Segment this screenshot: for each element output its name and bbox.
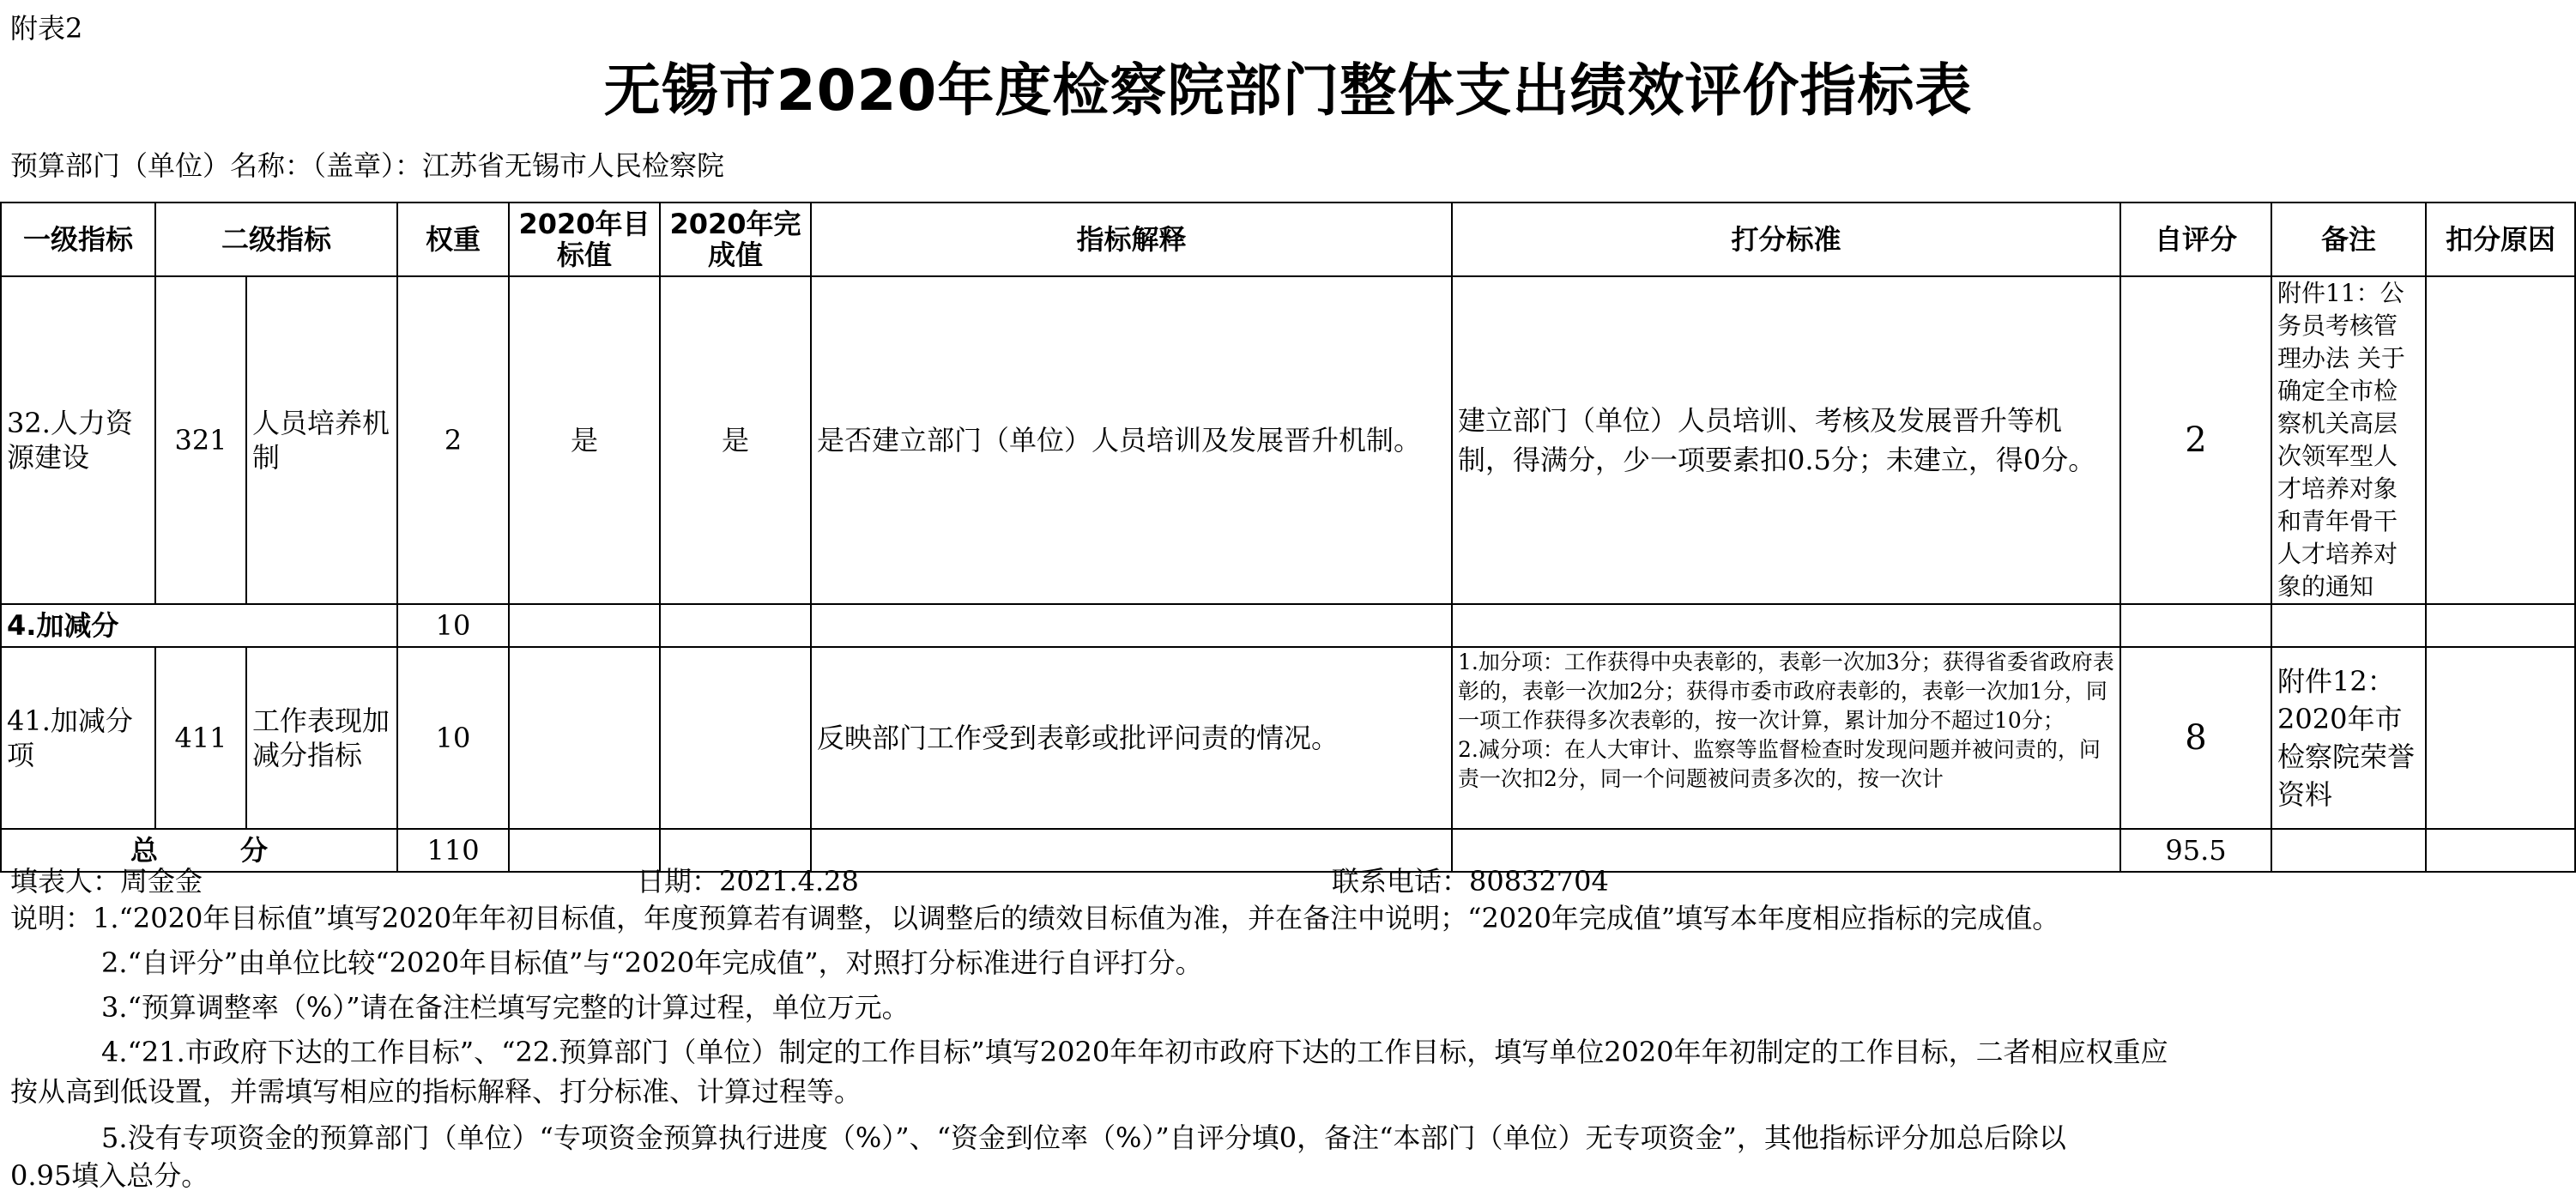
note-3: 3.“预算调整率（%）”请在备注栏填写完整的计算过程，单位万元。	[101, 991, 910, 1024]
row32-remark: 附件11：公务员考核管理办法 关于确定全市检察机关高层次领军型人才培养对象和青年骨干人才培养对象的通知	[2271, 276, 2426, 604]
row4-target	[509, 604, 660, 647]
row32-self-score: 2	[2120, 276, 2271, 604]
header-self-score: 自评分	[2120, 203, 2271, 276]
row32-deduct	[2426, 276, 2575, 604]
row32-explain: 是否建立部门（单位）人员培训及发展晋升机制。	[811, 276, 1452, 604]
row32-level1: 32.人力资源建设	[1, 276, 155, 604]
row41-level1: 41.加减分项	[1, 647, 155, 829]
total-row	[1, 829, 2575, 872]
row32-code: 321	[155, 276, 246, 604]
fill-date: 日期：2021.4.28	[637, 865, 859, 898]
header-level1: 一级指标	[1, 203, 155, 276]
table-row	[1, 276, 2575, 604]
total-self-score: 95.5	[2120, 829, 2271, 872]
indicator-table	[0, 202, 2576, 873]
row41-remark: 附件12：2020年市检察院荣誉资料	[2271, 647, 2426, 829]
row32-complete: 是	[660, 276, 811, 604]
header-weight: 权重	[397, 203, 509, 276]
row41-complete	[660, 647, 811, 829]
total-remark	[2271, 829, 2426, 872]
row41-level2: 工作表现加减分指标	[246, 647, 397, 829]
note-4b: 按从高到低设置，并需填写相应的指标解释、打分标准、计算过程等。	[10, 1075, 862, 1108]
table-row	[1, 647, 2575, 829]
page-title: 无锡市2020年度检察院部门整体支出绩效评价指标表	[603, 57, 1973, 124]
row41-target	[509, 647, 660, 829]
note-5a: 5.没有专项资金的预算部门（单位）“专项资金预算执行进度（%）”、“资金到位率（%）”自评分填0，备注“本部门（单位）无专项资金”，其他指标评分加总后除以	[101, 1121, 2066, 1154]
row41-criteria-minus: 2.减分项：在人大审计、监察等监督检查时发现问题并被问责的，问责一次扣2分，同一个问题被问责多次的，按一次计	[1458, 737, 2101, 791]
row4-weight: 10	[397, 604, 509, 647]
department-line: 预算部门（单位）名称：（盖章）：江苏省无锡市人民检察院	[10, 149, 725, 182]
contact-phone: 联系电话：80832704	[1332, 865, 1609, 898]
row4-complete	[660, 604, 811, 647]
row41-criteria-plus: 1.加分项：工作获得中央表彰的，表彰一次加3分；获得省委省政府表彰的，表彰一次加2分；获得市委市政府表彰的，表彰一次加1分，同一项工作获得多次表彰的，按一次计算，累计加分不超过10分；	[1458, 650, 2114, 733]
header-row	[1, 203, 2575, 276]
filler: 填表人：周金金	[10, 865, 203, 898]
row4-criteria	[1452, 604, 2120, 647]
appendix-label: 附表2	[10, 12, 83, 45]
header-complete: 2020年完成值	[660, 203, 811, 276]
row32-weight: 2	[397, 276, 509, 604]
total-label: 总 分	[1, 829, 397, 872]
header-level2: 二级指标	[155, 203, 397, 276]
note-1: 说明：1.“2020年目标值”填写2020年年初目标值，年度预算若有调整，以调整后的绩效目标值为准，并在备注中说明；“2020年完成值”填写本年度相应指标的完成值。	[10, 902, 2060, 934]
row41-self-score: 8	[2120, 647, 2271, 829]
row32-criteria: 建立部门（单位）人员培训、考核及发展晋升等机制，得满分，少一项要素扣0.5分；未建立，得0分。	[1452, 276, 2120, 604]
header-target: 2020年目标值	[509, 203, 660, 276]
row41-code: 411	[155, 647, 246, 829]
header-explain: 指标解释	[811, 203, 1452, 276]
row32-level2: 人员培养机制	[246, 276, 397, 604]
note-4a: 4.“21.市政府下达的工作目标”、“22.预算部门（单位）制定的工作目标”填写2020年年初市政府下达的工作目标，填写单位2020年年初制定的工作目标，二者相应权重应	[101, 1036, 2168, 1068]
row41-criteria	[1452, 647, 2120, 829]
row4-explain	[811, 604, 1452, 647]
total-weight: 110	[397, 829, 509, 872]
table-row	[1, 604, 2575, 647]
row4-deduct	[2426, 604, 2575, 647]
row41-weight: 10	[397, 647, 509, 829]
note-5b: 0.95填入总分。	[10, 1159, 209, 1192]
row41-deduct	[2426, 647, 2575, 829]
row4-level1: 4.加减分	[1, 604, 397, 647]
row4-self-score	[2120, 604, 2271, 647]
row4-remark	[2271, 604, 2426, 647]
note-2: 2.“自评分”由单位比较“2020年目标值”与“2020年完成值”，对照打分标准进行自评打分。	[101, 946, 1203, 979]
header-criteria: 打分标准	[1452, 203, 2120, 276]
row41-explain: 反映部门工作受到表彰或批评问责的情况。	[811, 647, 1452, 829]
total-deduct	[2426, 829, 2575, 872]
row32-target: 是	[509, 276, 660, 604]
header-deduct: 扣分原因	[2426, 203, 2575, 276]
header-remark: 备注	[2271, 203, 2426, 276]
